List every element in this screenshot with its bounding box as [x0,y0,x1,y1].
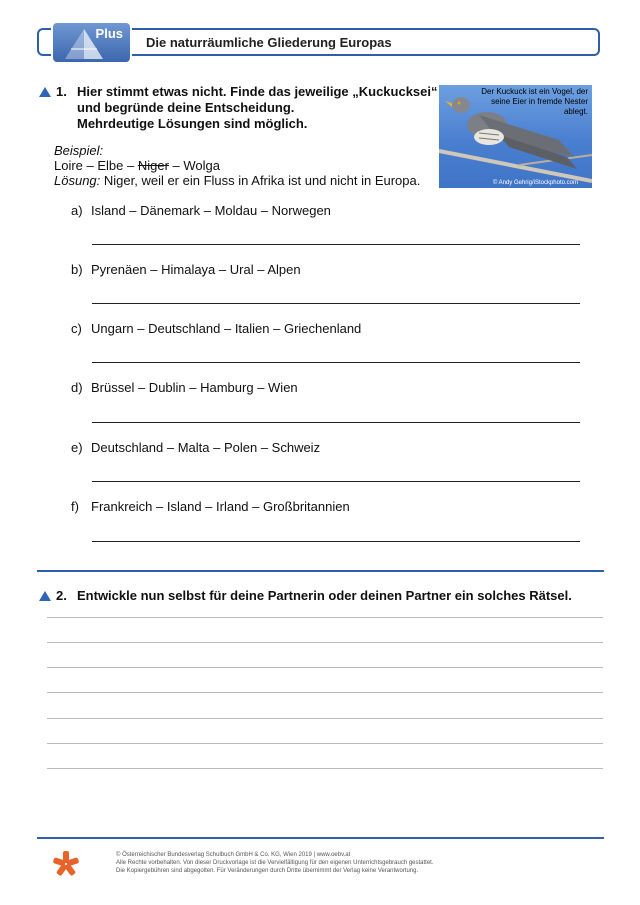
answer-line[interactable] [92,362,580,363]
answer-line[interactable] [92,244,580,245]
triangle-icon [39,591,51,601]
photo-caption: Der Kuckuck ist ein Vogel, der seine Eier in fremde Nester ablegt. [481,87,588,116]
instruction-line: Mehrdeutige Lösungen sind möglich. [77,116,308,131]
answer-line[interactable] [92,481,580,482]
writing-line[interactable] [47,718,603,719]
plus-logo [53,23,130,62]
writing-line[interactable] [47,667,603,668]
example-sequence [54,158,420,173]
list-item: d) Brüssel – Dublin – Hamburg – Wien [71,380,298,395]
solution-label: Lösung: [54,173,101,188]
answer-line[interactable] [92,541,580,542]
task-instruction: Entwickle nun selbst für deine Partnerin oder deinen Partner ein solches Rätsel. [77,588,572,603]
instruction-line: und begründe deine Entscheidung. [77,100,295,115]
task-number: 1. [56,84,67,99]
answer-line[interactable] [92,303,580,304]
task-instruction [77,84,438,132]
task-number: 2. [56,588,67,603]
example-label: Beispiel: [54,143,104,158]
triangle-icon [39,87,51,97]
list-item: e) Deutschland – Malta – Polen – Schweiz [71,440,321,455]
cuckoo-photo [439,85,592,188]
example-odd-one: Niger [137,158,169,173]
list-item: c) Ungarn – Deutschland – Italien – Griechenland [71,321,362,336]
example-part: Loire – Elbe – [54,158,138,173]
publisher-star-icon [52,850,80,878]
writing-line[interactable] [47,692,603,693]
writing-line[interactable] [47,617,603,618]
list-item: f) Frankreich – Island – Irland – Großbritannien [71,499,350,514]
solution-text: Niger, weil er ein Fluss in Afrika ist und nicht in Europa. [100,173,421,188]
logo-label: Plus [95,26,123,41]
writing-line[interactable] [47,642,603,643]
solution-row [54,173,420,188]
example-block [54,143,420,188]
instruction-line: Hier stimmt etwas nicht. Finde das jeweilige „Kuckucksei“ [77,84,438,99]
section-divider [37,570,604,572]
writing-line[interactable] [47,768,603,769]
writing-line[interactable] [47,743,603,744]
example-part: – Wolga [168,158,220,173]
photo-credit: © Andy Gehrig/iStockphoto.com [492,180,578,186]
answer-line[interactable] [92,422,580,423]
footer-copyright: © Österreichischer Bundesverlag Schulbuch GmbH & Co. KG, Wien 2019 | www.oebv.at Alle Rechte vorbehalten. Von dieser Druckvorlage ist die Vervielfältigung für den eigenen Unterrichtsgebrauch gestattet. Die Kopiergebühren sind abgegolten. Für Veränderungen durch Dritte übernimmt der Verlag keine Verantwortung. [116,852,434,874]
footer-divider [37,837,604,839]
list-item: a) Island – Dänemark – Moldau – Norwegen [71,203,331,218]
list-item: b) Pyrenäen – Himalaya – Ural – Alpen [71,262,301,277]
page-title: Die naturräumliche Gliederung Europas [146,35,392,50]
